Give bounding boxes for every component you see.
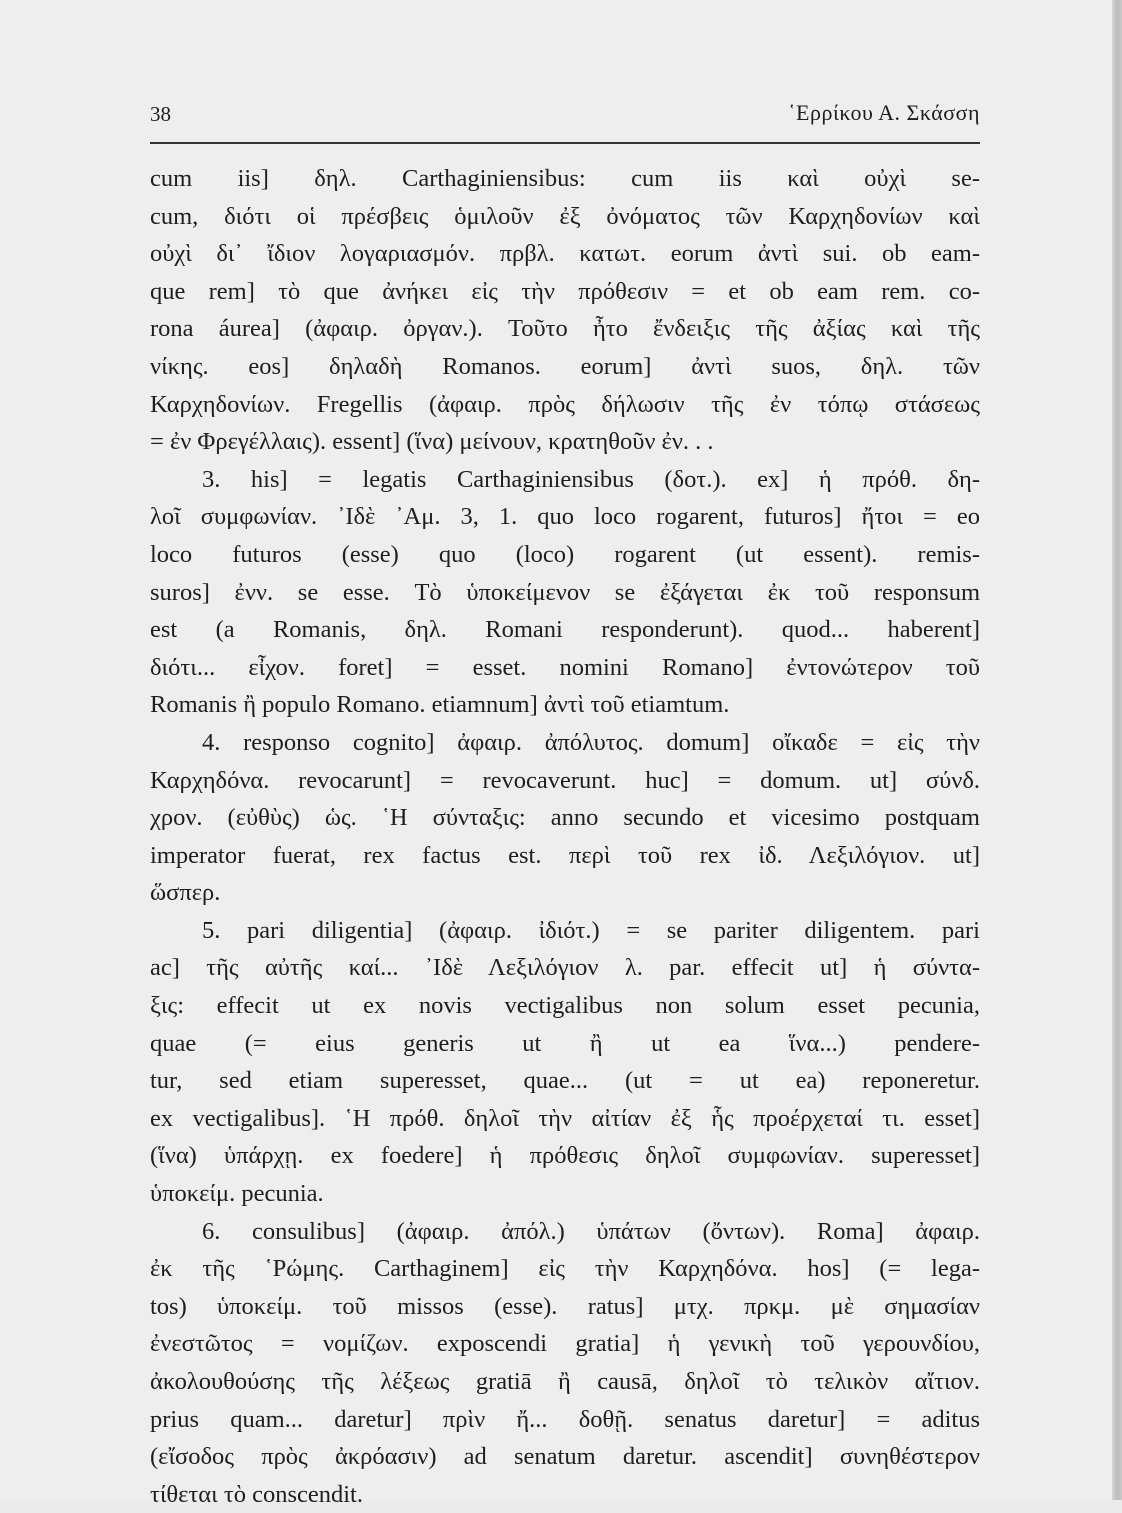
- paragraph-start-3: 3. his] = legatis Carthaginiensibus (δοτ.). ex] ἡ πρόθ. δη-: [202, 465, 980, 493]
- text-line: τίθεται τὸ conscendit.: [150, 1480, 363, 1508]
- commentary-text: [150, 160, 980, 1513]
- text-line: Romanis ἢ populo Romano. etiamnum] ἀντὶ τοῦ etiamtum.: [150, 691, 730, 719]
- text-line: loco futuros (esse) quo (loco) rogarent (ut essent). remis-: [150, 540, 980, 568]
- text-line: ξις: effecit ut ex novis vectigalibus non solum esset pecunia,: [150, 992, 980, 1020]
- text-line: suros] ἐνν. se esse. Τὸ ὑποκείμενον se ἐξάγεται ἐκ τοῦ responsum: [150, 578, 980, 606]
- text-line: prius quam... daretur] πρὶν ἤ... δοθῇ. senatus daretur] = aditus: [150, 1405, 980, 1433]
- text-line: que rem] τὸ que ἀνήκει εἰς τὴν πρόθεσιν = et ob eam rem. co-: [150, 277, 980, 305]
- text-line: ὥσπερ.: [150, 879, 221, 907]
- text-line: (εἴσοδος πρὸς ἀκρόασιν) ad senatum daretur. ascendit] συνηθέστερον: [150, 1443, 980, 1471]
- text-line: tur, sed etiam superesset, quae... (ut = ut ea) reponeretur.: [150, 1067, 980, 1095]
- text-line: λοῖ συμφωνίαν. ᾿Ιδὲ ᾿Αμ. 3, 1. quo loco rogarent, futuros] ἤτοι = eo: [150, 503, 980, 531]
- text-line: χρον. (εὐθὺς) ὡς. ῾Η σύνταξις: anno secundo et vicesimo postquam: [150, 804, 980, 832]
- text-line: νίκης. eos] δηλαδὴ Romanos. eorum] ἀντὶ suos, δηλ. τῶν: [150, 352, 980, 380]
- text-line: ὑποκείμ. pecunia.: [150, 1180, 324, 1208]
- running-head-author: ῾Ερρίκου Α. Σκάσση: [788, 100, 980, 125]
- page-edge-shadow: [1112, 0, 1122, 1500]
- text-line: ἐκ τῆς ῾Ρώμης. Carthaginem] εἰς τὴν Καρχηδόνα. hos] (= lega-: [150, 1255, 980, 1283]
- text-line: = ἐν Φρεγέλλαις). essent] (ἵνα) μείνουν, κρατηθοῦν ἐν. . .: [150, 428, 714, 456]
- text-line: cum, διότι οἱ πρέσβεις ὁμιλοῦν ἐξ ὀνόματος τῶν Καρχηδονίων καὶ: [150, 202, 980, 230]
- text-line: ἐνεστῶτος = νομίζων. exposcendi gratia] ἡ γενικὴ τοῦ γερουνδίου,: [150, 1330, 980, 1358]
- text-line: ἀκολουθούσης τῆς λέξεως gratiā ἢ causā, δηλοῖ τὸ τελικὸν αἴτιον.: [150, 1368, 980, 1395]
- text-line: οὐχὶ δι᾿ ἴδιον λογαριασμόν. πρβλ. κατωτ. eorum ἀντὶ sui. ob eam-: [150, 240, 980, 268]
- paragraph-start-5: 5. pari diligentia] (ἀφαιρ. ἰδιότ.) = se pariter diligentem. pari: [202, 916, 980, 944]
- text-line: Καρχηδονίων. Fregellis (ἀφαιρ. πρὸς δήλωσιν τῆς ἐν τόπῳ στάσεως: [150, 390, 980, 418]
- text-line: διότι... εἶχον. foret] = esset. nomini Romano] ἐντονώτερον τοῦ: [150, 653, 980, 681]
- page-number: 38: [150, 102, 171, 126]
- text-line: (ἵνα) ὑπάρχῃ. ex foedere] ἡ πρόθεσις δηλοῖ συμφωνίαν. superesset]: [150, 1142, 980, 1170]
- text-line: imperator fuerat, rex factus est. περὶ τοῦ rex ἰδ. Λεξιλόγιον. ut]: [150, 841, 980, 869]
- text-line: tos) ὑποκείμ. τοῦ missos (esse). ratus] μτχ. πρκμ. μὲ σημασίαν: [150, 1292, 980, 1320]
- text-line: est (a Romanis, δηλ. Romani responderunt). quod... haberent]: [150, 616, 980, 644]
- paragraph-start-4: 4. responso cognito] ἀφαιρ. ἀπόλυτος. domum] οἴκαδε = εἰς τὴν: [202, 728, 980, 756]
- header-rule: [150, 142, 980, 144]
- text-line: Καρχηδόνα. revocarunt] = revocaverunt. huc] = domum. ut] σύνδ.: [150, 766, 980, 794]
- text-line: cum iis] δηλ. Carthaginiensibus: cum iis καὶ οὐχὶ se-: [150, 165, 980, 192]
- page-header: [150, 98, 980, 138]
- text-line: ex vectigalibus]. ῾Η πρόθ. δηλοῖ τὴν αἰτίαν ἐξ ἧς προέρχεταί τι. esset]: [150, 1104, 980, 1132]
- text-line: rona áurea] (ἀφαιρ. ὀργαν.). Τοῦτο ἦτο ἔνδειξις τῆς ἀξίας καὶ τῆς: [150, 315, 980, 343]
- text-line: ac] τῆς αὐτῆς καί... ᾿Ιδὲ Λεξιλόγιον λ. par. effecit ut] ἡ σύντα-: [150, 954, 980, 982]
- text-line: quae (= eius generis ut ἢ ut ea ἵνα...) pendere-: [150, 1029, 980, 1057]
- paragraph-start-6: 6. consulibus] (ἀφαιρ. ἀπόλ.) ὑπάτων (ὄντων). Roma] ἀφαιρ.: [202, 1217, 980, 1245]
